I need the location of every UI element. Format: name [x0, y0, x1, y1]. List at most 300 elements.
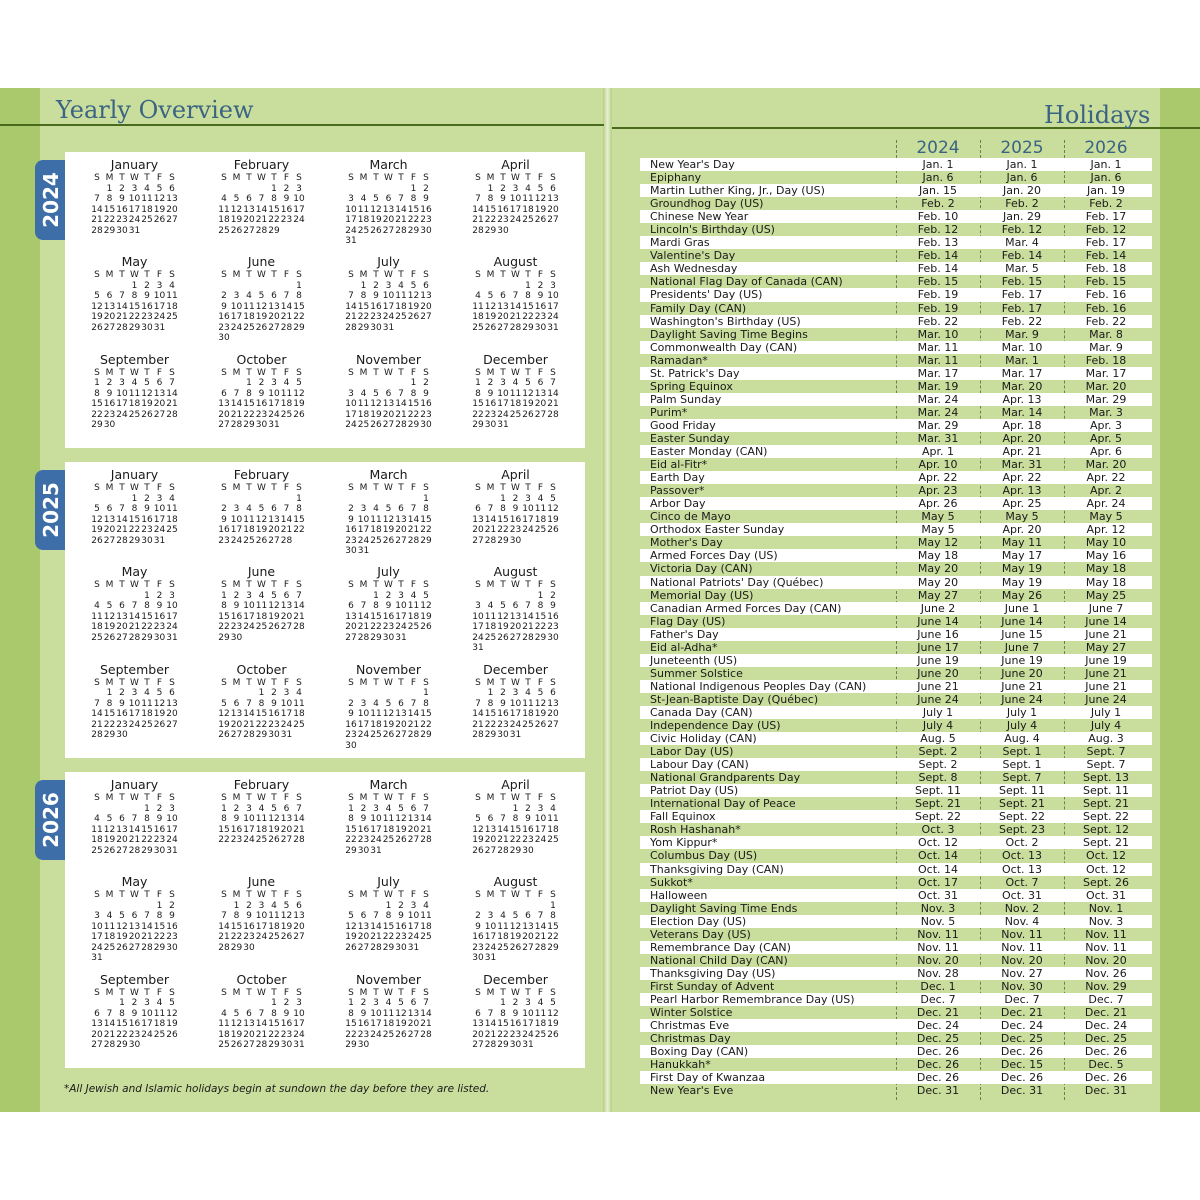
day-number: 2 — [258, 378, 265, 389]
weekday-label: F — [283, 367, 290, 378]
holiday-date: June 14 — [1085, 614, 1127, 628]
day-number: 11 — [243, 514, 255, 525]
weekday-label: T — [525, 367, 531, 378]
weekday-label: M — [232, 677, 241, 688]
holiday-date: Feb. 15 — [1001, 275, 1043, 289]
day-number: 7 — [423, 803, 429, 814]
day-number: 15 — [420, 514, 432, 525]
holiday-row — [640, 380, 1152, 393]
day-number: 30 — [420, 420, 432, 431]
day-number: 7 — [487, 1008, 494, 1019]
holiday-name: Daylight Saving Time Ends — [650, 901, 798, 915]
day-number: 18 — [218, 1029, 230, 1040]
day-number: 24 — [497, 409, 509, 420]
day-number: 10 — [166, 601, 178, 612]
holiday-date: Nov. 4 — [1004, 914, 1040, 928]
day-number: 8 — [156, 911, 163, 922]
day-number: 21 — [128, 835, 141, 845]
weekday-label: S — [94, 987, 100, 998]
day-number: 9 — [106, 388, 113, 399]
day-number: 14 — [534, 921, 547, 932]
holiday-date: Dec. 7 — [1004, 993, 1040, 1006]
day-number: 14 — [395, 399, 407, 410]
day-number: 9 — [258, 388, 265, 399]
day-number: 28 — [395, 420, 407, 431]
day-number: 7 — [246, 698, 252, 709]
day-number: 7 — [423, 998, 429, 1009]
holiday-name: Ash Wednesday — [650, 262, 738, 276]
day-number: 22 — [268, 215, 280, 225]
day-number: 8 — [106, 698, 113, 709]
holiday-name: Good Friday — [650, 418, 716, 432]
weekday-label: F — [410, 890, 417, 901]
holiday-row — [640, 654, 1152, 667]
weekday-label: T — [500, 987, 506, 998]
day-number: 23 — [497, 719, 509, 730]
day-number: 5 — [296, 378, 302, 389]
day-number: 30 — [141, 535, 153, 546]
day-number: 14 — [472, 204, 484, 215]
day-number: 5 — [550, 493, 556, 504]
holiday-row — [640, 993, 1152, 1006]
day-number: 24 — [407, 932, 420, 943]
day-number: 20 — [484, 835, 497, 845]
day-number: 19 — [153, 204, 166, 215]
weekday-label: T — [373, 483, 379, 493]
day-number: 25 — [280, 409, 293, 420]
holiday-date: June 17 — [917, 640, 959, 654]
day-number: 20 — [116, 622, 128, 633]
day-number: 9 — [233, 601, 240, 612]
weekday-label: W — [511, 793, 520, 803]
holiday-date: Dec. 26 — [916, 1045, 960, 1059]
day-number: 7 — [537, 911, 544, 922]
holiday-date: Dec. 25 — [1000, 1032, 1044, 1046]
day-number: 22 — [141, 835, 153, 845]
day-number: 30 — [370, 322, 382, 333]
day-number: 17 — [395, 611, 407, 622]
holiday-date: Nov. 20 — [1001, 953, 1043, 967]
holiday-date: Apr. 3 — [1089, 418, 1122, 432]
day-number: 9 — [119, 698, 125, 709]
day-number: 15 — [218, 611, 230, 622]
blank-day — [497, 901, 510, 912]
day-number: 11 — [547, 814, 559, 824]
day-number: 8 — [144, 814, 150, 824]
weekday-label: T — [525, 270, 531, 281]
day-number: 25 — [243, 535, 255, 546]
day-number: 2 — [156, 803, 163, 814]
day-number: 25 — [472, 322, 484, 333]
month-day-grid — [452, 368, 579, 431]
holiday-date: June 19 — [1085, 653, 1127, 667]
month-day-grid — [452, 173, 579, 236]
month-name: December — [483, 661, 548, 677]
day-number: 8 — [500, 504, 506, 514]
day-number: 1 — [221, 803, 227, 814]
holiday-name: Orthodox Easter Sunday — [650, 523, 785, 537]
holiday-name: Halloween — [650, 888, 708, 902]
day-number: 13 — [407, 814, 420, 824]
blank-day — [103, 494, 116, 505]
weekday-label: W — [257, 677, 266, 688]
day-number: 23 — [103, 409, 116, 420]
day-number: 2 — [475, 911, 481, 922]
day-number: 14 — [293, 814, 305, 824]
holiday-date: Mar. 17 — [917, 366, 959, 380]
day-number: 9 — [156, 601, 163, 612]
day-number: 17 — [534, 824, 547, 835]
month-day-grid — [325, 270, 452, 333]
day-number: 8 — [271, 194, 277, 204]
holiday-row — [640, 628, 1152, 641]
day-number: 14 — [280, 514, 293, 525]
month-name: April — [501, 777, 530, 792]
weekday-label: T — [373, 987, 379, 998]
blank-day — [103, 804, 116, 815]
holiday-row — [640, 641, 1152, 654]
blank-day — [472, 591, 485, 602]
year-tab — [35, 160, 67, 240]
blank-day — [103, 591, 116, 602]
blank-day — [230, 184, 243, 195]
day-number: 31 — [522, 1040, 534, 1051]
day-number: 16 — [128, 1019, 141, 1030]
day-number: 3 — [131, 183, 138, 194]
day-number: 5 — [94, 291, 100, 302]
day-number: 22 — [230, 932, 243, 943]
blank-day — [484, 281, 497, 292]
day-number: 24 — [128, 719, 141, 730]
day-number: 31 — [382, 322, 395, 333]
blank-day — [218, 688, 231, 699]
day-number: 4 — [500, 911, 506, 922]
day-number: 29 — [128, 322, 141, 333]
day-number: 19 — [382, 719, 395, 730]
holiday-row — [640, 615, 1152, 628]
day-number: 19 — [370, 215, 382, 225]
month-day-grid — [325, 483, 452, 557]
day-number: 18 — [407, 611, 420, 622]
weekday-label: S — [169, 987, 175, 998]
day-number: 28 — [472, 225, 484, 236]
blank-day — [357, 184, 370, 195]
day-number: 11 — [141, 698, 153, 709]
day-number: 19 — [280, 921, 293, 932]
day-number: 24 — [243, 622, 255, 633]
day-number: 31 — [547, 322, 559, 333]
day-number: 13 — [547, 194, 559, 204]
month-calendar — [325, 774, 452, 871]
day-number: 3 — [487, 911, 494, 922]
day-number: 26 — [382, 535, 395, 546]
day-number: 12 — [280, 911, 293, 922]
day-number: 2 — [283, 183, 290, 194]
day-number: 16 — [218, 312, 230, 323]
holiday-date: Nov. 11 — [1085, 927, 1127, 941]
blank-day — [382, 378, 395, 389]
day-number: 15 — [382, 921, 395, 932]
day-number: 3 — [500, 378, 506, 389]
month-calendar — [325, 464, 452, 561]
month-day-grid — [71, 678, 198, 741]
day-number: 5 — [537, 688, 544, 699]
blank-day — [230, 998, 243, 1009]
day-number: 4 — [94, 814, 100, 824]
day-number: 2 — [423, 183, 429, 194]
day-number: 16 — [395, 921, 407, 932]
weekday-label: T — [144, 270, 150, 281]
day-number: 28 — [420, 835, 432, 845]
day-number: 28 — [345, 322, 357, 333]
day-number: 26 — [522, 409, 534, 420]
day-number: 23 — [547, 622, 559, 633]
holiday-name: Mardi Gras — [650, 236, 710, 250]
holiday-date: Dec. 31 — [916, 1084, 960, 1098]
day-number: 24 — [116, 409, 128, 420]
day-number: 11 — [103, 921, 116, 932]
weekday-label: M — [486, 890, 495, 901]
holiday-date: Nov. 11 — [1001, 940, 1043, 954]
holiday-date: Apr. 1 — [921, 445, 954, 459]
day-number: 7 — [131, 601, 138, 612]
holiday-date: June 20 — [1001, 666, 1043, 680]
day-number: 4 — [144, 183, 150, 194]
holiday-date: Feb. 17 — [1001, 301, 1043, 315]
day-number: 1 — [423, 493, 429, 504]
day-number: 7 — [360, 601, 367, 612]
day-number: 15 — [91, 399, 103, 410]
day-number: 9 — [246, 911, 252, 922]
day-number: 19 — [472, 835, 484, 845]
day-number: 9 — [398, 911, 404, 922]
weekday-label: M — [486, 173, 495, 183]
day-number: 8 — [500, 1008, 506, 1019]
weekday-label: M — [105, 890, 114, 901]
day-number: 22 — [218, 835, 230, 845]
weekday-label: S — [169, 793, 175, 803]
year-label: 2026 — [39, 792, 64, 848]
holiday-row — [640, 562, 1152, 575]
holiday-name: Veterans Day (US) — [650, 927, 751, 941]
blank-day — [230, 378, 243, 389]
holiday-row — [640, 523, 1152, 536]
holiday-row — [640, 328, 1152, 341]
day-number: 9 — [131, 1008, 138, 1019]
holiday-date: Feb. 14 — [1085, 249, 1127, 263]
blank-day — [370, 688, 383, 699]
weekday-label: M — [486, 793, 495, 803]
day-number: 13 — [103, 301, 116, 312]
day-number: 1 — [119, 998, 125, 1009]
day-number: 16 — [230, 611, 243, 622]
day-number: 23 — [345, 730, 357, 741]
month-day-grid — [71, 270, 198, 333]
blank-day — [103, 901, 116, 912]
holiday-date: Mar. 1 — [1005, 353, 1039, 367]
weekday-label: S — [348, 173, 354, 183]
weekday-label: W — [384, 987, 393, 998]
day-number: 26 — [370, 225, 382, 236]
holiday-date: June 14 — [1001, 614, 1043, 628]
month-day-grid — [452, 793, 579, 856]
blank-day — [91, 494, 104, 505]
month-calendar — [198, 774, 325, 871]
day-number: 4 — [385, 998, 392, 1009]
weekday-label: S — [475, 987, 481, 998]
day-number: 16 — [522, 824, 534, 835]
holiday-row — [640, 771, 1152, 784]
weekday-label: S — [348, 367, 354, 378]
day-number: 4 — [487, 601, 494, 612]
month-name: October — [236, 661, 287, 677]
day-number: 13 — [280, 814, 293, 824]
day-number: 19 — [420, 611, 432, 622]
weekday-label: W — [130, 677, 139, 688]
weekday-label: S — [348, 270, 354, 281]
day-number: 13 — [472, 514, 484, 525]
holiday-date: Sept. 21 — [914, 797, 962, 811]
weekday-label: T — [144, 890, 150, 901]
day-number: 11 — [395, 291, 407, 302]
blank-day — [370, 901, 383, 912]
day-number: 25 — [255, 835, 268, 845]
day-number: 7 — [144, 911, 150, 922]
day-number: 9 — [525, 814, 531, 824]
holiday-name: Flag Day (US) — [650, 614, 726, 628]
weekday-label: S — [221, 987, 227, 998]
day-number: 10 — [141, 1008, 153, 1019]
holiday-date: May 5 — [921, 510, 955, 524]
day-number: 4 — [537, 998, 544, 1009]
day-number: 24 — [357, 535, 370, 546]
day-number: 25 — [103, 942, 116, 953]
day-number: 8 — [410, 388, 417, 399]
day-number: 10 — [128, 194, 141, 204]
day-number: 9 — [512, 1008, 519, 1019]
day-number: 23 — [509, 525, 522, 535]
blank-day — [395, 688, 408, 699]
day-number: 29 — [218, 632, 230, 643]
day-number: 6 — [106, 504, 113, 514]
holiday-name: National Patriots' Day (Québec) — [650, 575, 824, 589]
day-number: 29 — [484, 730, 497, 741]
day-number: 29 — [534, 632, 547, 643]
blank-day — [472, 901, 485, 912]
holiday-date: Mar. 31 — [917, 431, 959, 445]
holiday-date: May 27 — [917, 588, 959, 602]
day-number: 29 — [547, 942, 559, 953]
weekday-label: S — [94, 270, 100, 281]
day-number: 10 — [407, 911, 420, 922]
day-number: 13 — [243, 1019, 255, 1030]
day-number: 19 — [268, 824, 280, 835]
day-number: 13 — [522, 921, 534, 932]
day-number: 6 — [221, 388, 227, 399]
day-number: 20 — [230, 719, 243, 730]
day-number: 14 — [255, 1019, 268, 1030]
day-number: 5 — [233, 194, 240, 204]
holiday-row — [640, 158, 1152, 171]
blank-day — [255, 998, 268, 1009]
day-number: 17 — [345, 215, 357, 225]
holiday-date: Mar. 24 — [917, 405, 959, 419]
day-number: 16 — [103, 399, 116, 410]
weekday-label: S — [423, 677, 429, 688]
weekday-label: F — [537, 677, 544, 688]
day-number: 10 — [370, 814, 382, 824]
weekday-label: S — [550, 890, 556, 901]
day-number: 6 — [423, 280, 429, 291]
day-number: 20 — [472, 525, 484, 535]
day-number: 28 — [420, 1029, 432, 1040]
holiday-date: Oct. 31 — [1001, 888, 1042, 902]
holiday-name: Columbus Day (US) — [650, 849, 758, 863]
day-number: 29 — [153, 942, 166, 953]
day-number: 16 — [497, 204, 509, 215]
day-number: 10 — [128, 698, 141, 709]
holiday-date: Sept. 11 — [1082, 784, 1130, 798]
holiday-date: Sept. 7 — [1086, 758, 1126, 772]
day-number: 9 — [475, 921, 481, 932]
day-number: 13 — [509, 611, 522, 622]
day-number: 17 — [509, 709, 522, 720]
book-gutter — [603, 88, 612, 1112]
day-number: 14 — [472, 709, 484, 720]
blank-day — [280, 494, 293, 505]
day-number: 9 — [233, 814, 240, 824]
blank-day — [103, 998, 116, 1009]
holiday-row — [640, 1032, 1152, 1045]
month-name: June — [247, 874, 276, 890]
weekday-label: T — [271, 987, 277, 998]
blank-day — [255, 494, 268, 505]
day-number: 20 — [534, 399, 547, 410]
day-number: 6 — [169, 183, 175, 194]
day-number: 19 — [395, 1019, 407, 1030]
holiday-date: Dec. 24 — [916, 1019, 960, 1033]
day-number: 5 — [233, 1008, 240, 1019]
day-number: 30 — [357, 1040, 370, 1051]
day-number: 15 — [497, 1019, 509, 1030]
holiday-date: Mar. 10 — [1001, 340, 1043, 354]
day-number: 31 — [166, 632, 178, 643]
weekday-label: T — [271, 793, 277, 803]
holiday-date: Oct. 13 — [1001, 862, 1042, 876]
day-number: 14 — [497, 824, 509, 835]
day-number: 20 — [153, 399, 166, 410]
day-number: 22 — [103, 719, 116, 730]
month-name: January — [110, 777, 159, 792]
day-number: 26 — [293, 409, 305, 420]
day-number: 27 — [472, 535, 484, 546]
day-number: 17 — [128, 204, 141, 215]
day-number: 11 — [357, 204, 370, 215]
day-number: 24 — [345, 420, 357, 431]
day-number: 22 — [357, 312, 370, 323]
day-number: 24 — [153, 525, 166, 535]
weekday-label: T — [500, 367, 506, 378]
month-day-grid — [198, 270, 325, 344]
day-number: 3 — [537, 803, 544, 814]
day-number: 8 — [385, 911, 392, 922]
day-number: 6 — [410, 998, 417, 1009]
day-number: 3 — [144, 998, 150, 1009]
day-number: 8 — [525, 291, 531, 302]
day-number: 30 — [116, 225, 128, 236]
day-number: 24 — [357, 730, 370, 741]
day-number: 6 — [360, 911, 367, 922]
